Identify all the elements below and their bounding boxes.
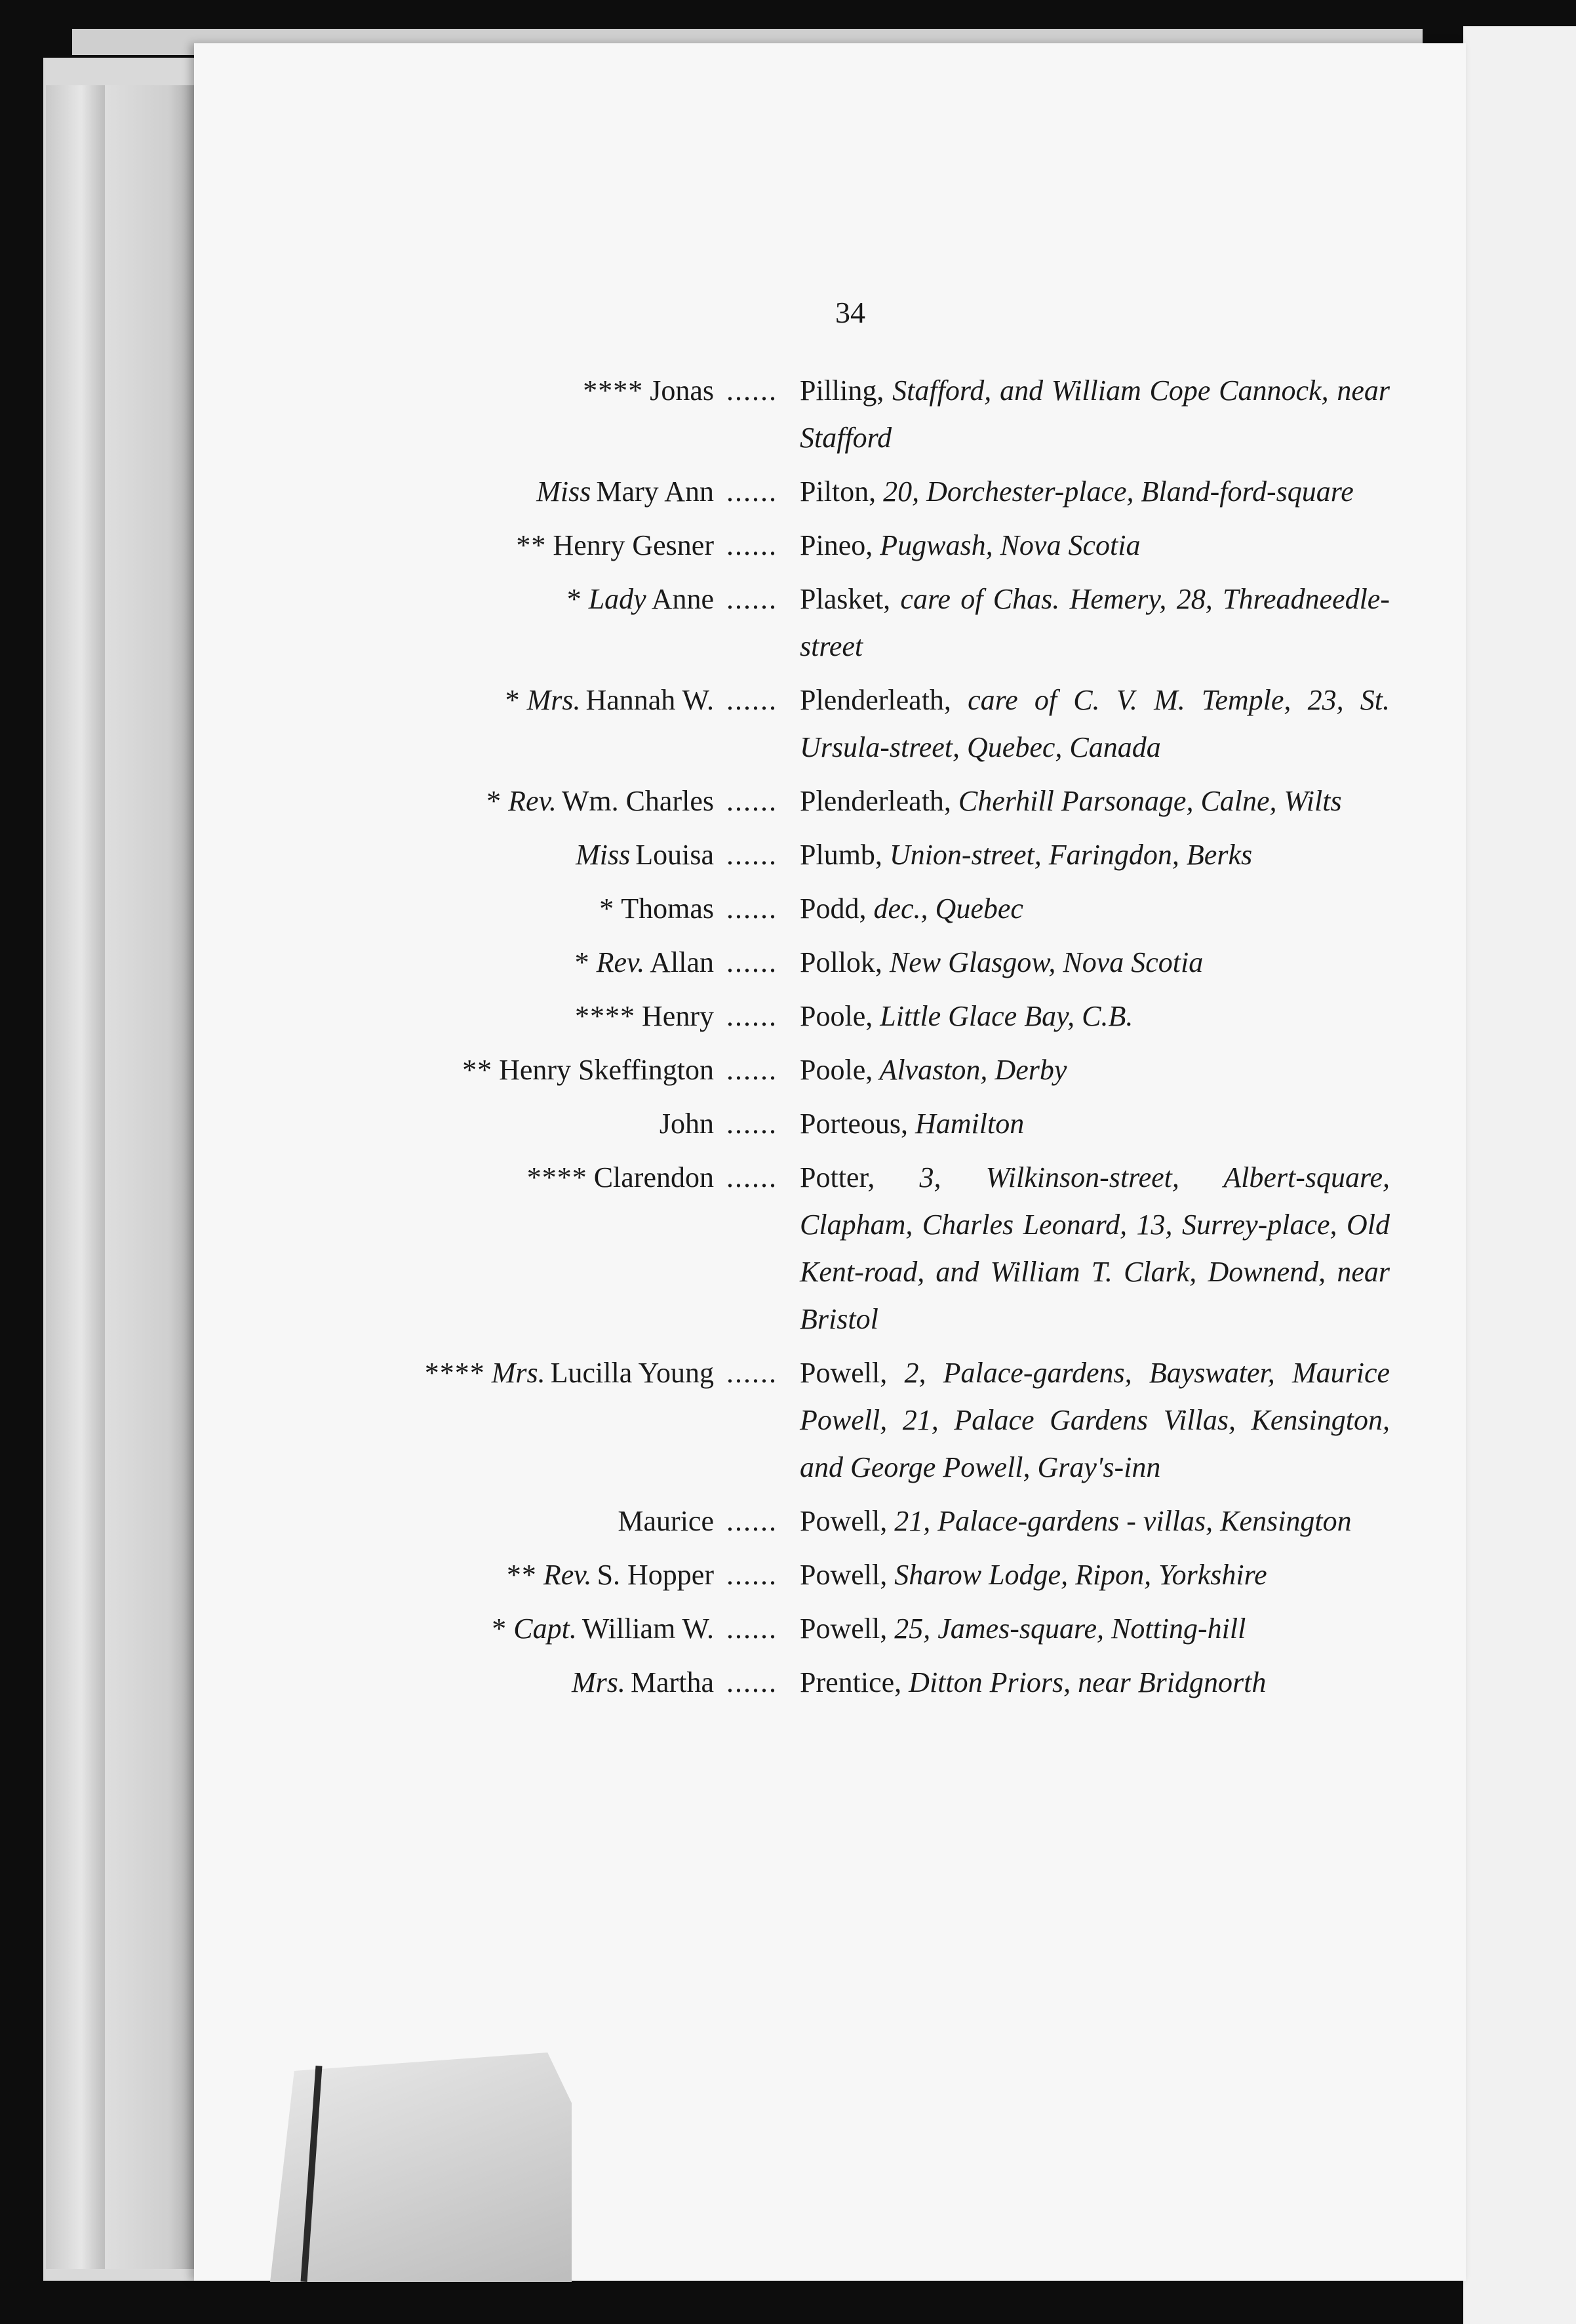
surname-and-address	[800, 885, 1390, 932]
list-item	[367, 576, 1390, 670]
given-name: Hannah W.	[585, 684, 714, 716]
surname-and-address	[800, 468, 1390, 515]
surname: Pilton,	[800, 475, 877, 508]
left-page-edge	[46, 85, 105, 2269]
address: 25, James-square, Notting-hill	[887, 1613, 1246, 1645]
list-item	[367, 1498, 1390, 1545]
honorific: Rev.	[543, 1559, 592, 1591]
facing-page-edge	[1463, 26, 1576, 2324]
surname: Plenderleath,	[800, 785, 951, 817]
surname-and-address	[800, 1552, 1390, 1599]
leader-dots: ......	[718, 529, 778, 561]
list-item	[367, 1047, 1390, 1094]
subscription-stars: **	[506, 1559, 537, 1591]
list-item	[367, 1350, 1390, 1491]
surname-and-address	[800, 1659, 1390, 1706]
given-name: Louisa	[635, 839, 714, 871]
address: Hamilton	[908, 1108, 1025, 1140]
surname-and-address	[800, 367, 1390, 462]
address: Alvaston, Derby	[873, 1054, 1067, 1086]
address: Cherhill Parsonage, Calne, Wilts	[951, 785, 1342, 817]
address: Stafford, and William Cope Cannock, near Stafford	[800, 374, 1390, 454]
leader-dots: ......	[718, 946, 778, 978]
surname-and-address	[800, 1498, 1390, 1545]
leader-dots: ......	[718, 684, 778, 716]
leader-dots: ......	[718, 785, 778, 817]
subscription-stars: *	[599, 892, 615, 925]
subscription-stars: *	[566, 583, 582, 615]
surname: Pilling,	[800, 374, 884, 407]
subscription-stars: *	[505, 684, 521, 716]
given-name-column	[367, 367, 800, 414]
given-name: Henry Skeffington	[499, 1054, 714, 1086]
subscription-stars: ****	[526, 1161, 587, 1193]
given-name: William W.	[581, 1613, 714, 1645]
leader-dots: ......	[718, 839, 778, 871]
address: 20, Dorchester-place, Bland-ford-square	[876, 475, 1354, 508]
leader-dots: ......	[718, 1559, 778, 1591]
given-name: Martha	[630, 1666, 714, 1698]
surname: Poole,	[800, 1000, 873, 1032]
list-item	[367, 778, 1390, 825]
honorific: Capt.	[513, 1613, 577, 1645]
given-name-column	[367, 885, 800, 932]
address: dec., Quebec	[866, 892, 1023, 925]
given-name: Henry Gesner	[553, 529, 714, 561]
surname: Powell,	[800, 1505, 888, 1537]
list-item	[367, 939, 1390, 986]
address: New Glasgow, Nova Scotia	[882, 946, 1204, 978]
given-name: Maurice	[618, 1505, 714, 1537]
list-item	[367, 831, 1390, 879]
surname: Pineo,	[800, 529, 873, 561]
surname-and-address	[800, 1100, 1390, 1148]
address: Union-street, Faringdon, Berks	[882, 839, 1253, 871]
list-item	[367, 468, 1390, 515]
leader-dots: ......	[718, 1505, 778, 1537]
surname: Plumb,	[800, 839, 882, 871]
given-name-column	[367, 993, 800, 1040]
given-name-column	[367, 831, 800, 879]
list-item	[367, 993, 1390, 1040]
address: Little Glace Bay, C.B.	[873, 1000, 1133, 1032]
given-name-column	[367, 1350, 800, 1397]
list-item	[367, 522, 1390, 569]
leader-dots: ......	[718, 1000, 778, 1032]
given-name: Jonas	[650, 374, 714, 407]
subscription-stars: ****	[575, 1000, 636, 1032]
list-item	[367, 1659, 1390, 1706]
surname: Porteous,	[800, 1108, 908, 1140]
surname: Plasket,	[800, 583, 891, 615]
surname: Potter,	[800, 1161, 875, 1193]
leader-dots: ......	[718, 1054, 778, 1086]
subscription-stars: *	[574, 946, 590, 978]
given-name: Clarendon	[593, 1161, 714, 1193]
given-name-column	[367, 1552, 800, 1599]
given-name-column	[367, 1659, 800, 1706]
honorific: Rev.	[508, 785, 557, 817]
leader-dots: ......	[718, 374, 778, 407]
leader-dots: ......	[718, 583, 778, 615]
leader-dots: ......	[718, 892, 778, 925]
address: Ditton Priors, near Bridgnorth	[901, 1666, 1267, 1698]
given-name: Allan	[650, 946, 714, 978]
subscription-stars: *	[486, 785, 502, 817]
list-item	[367, 1100, 1390, 1148]
surname-and-address	[800, 1605, 1390, 1653]
given-name-column	[367, 468, 800, 515]
given-name-column	[367, 677, 800, 724]
address: 2, Palace-gardens, Bayswater, Maurice Powell, 21, Palace Gardens Villas, Kensington, and George Powell, Gray's-inn	[800, 1357, 1390, 1483]
list-item	[367, 885, 1390, 932]
address: 3, Wilkinson-street, Albert-square, Clapham, Charles Leonard, 13, Surrey-place, Old Kent-road, and William T. Clark, Downend, near Bristol	[800, 1161, 1390, 1335]
given-name-column	[367, 1605, 800, 1653]
given-name-column	[367, 1047, 800, 1094]
subscription-stars: **	[516, 529, 547, 561]
surname-and-address	[800, 778, 1390, 825]
subscriber-list	[367, 367, 1390, 1713]
honorific: Rev.	[596, 946, 645, 978]
surname: Prentice,	[800, 1666, 902, 1698]
given-name-column	[367, 1498, 800, 1545]
address: Sharow Lodge, Ripon, Yorkshire	[887, 1559, 1267, 1591]
list-item	[367, 1552, 1390, 1599]
surname-and-address	[800, 1047, 1390, 1094]
surname: Powell,	[800, 1559, 888, 1591]
honorific: Mrs.	[526, 684, 581, 716]
surname-and-address	[800, 522, 1390, 569]
given-name-column	[367, 1100, 800, 1148]
subscription-stars: **	[462, 1054, 493, 1086]
given-name-column	[367, 778, 800, 825]
subscription-stars: ****	[583, 374, 644, 407]
given-name: John	[659, 1108, 714, 1140]
surname: Plenderleath,	[800, 684, 951, 716]
given-name: Anne	[651, 583, 714, 615]
honorific: Mrs.	[491, 1357, 545, 1389]
subscription-stars: *	[492, 1613, 507, 1645]
surname-and-address	[800, 576, 1390, 670]
given-name-column	[367, 939, 800, 986]
given-name: Lucilla Young	[550, 1357, 714, 1389]
leader-dots: ......	[718, 1666, 778, 1698]
surname: Powell,	[800, 1613, 888, 1645]
surname-and-address	[800, 1350, 1390, 1491]
given-name-column	[367, 522, 800, 569]
list-item	[367, 367, 1390, 462]
leader-dots: ......	[718, 475, 778, 508]
surname: Powell,	[800, 1357, 888, 1389]
address: care of Chas. Hemery, 28, Threadneedle-street	[800, 583, 1390, 662]
surname-and-address	[800, 677, 1390, 771]
leader-dots: ......	[718, 1161, 778, 1193]
given-name: S. Hopper	[597, 1559, 714, 1591]
address: care of C. V. M. Temple, 23, St. Ursula-street, Quebec, Canada	[800, 684, 1390, 763]
honorific: Miss	[536, 475, 591, 508]
left-page-edge-shadow	[105, 85, 197, 2269]
given-name: Mary Ann	[596, 475, 714, 508]
given-name: Henry	[642, 1000, 714, 1032]
given-name: Thomas	[621, 892, 714, 925]
given-name-column	[367, 576, 800, 623]
address: Pugwash, Nova Scotia	[873, 529, 1141, 561]
honorific: Mrs.	[572, 1666, 625, 1698]
surname: Pollok,	[800, 946, 882, 978]
list-item	[367, 1154, 1390, 1343]
honorific: Lady	[588, 583, 646, 615]
surname: Poole,	[800, 1054, 873, 1086]
leader-dots: ......	[718, 1357, 778, 1389]
surname-and-address	[800, 939, 1390, 986]
surname: Podd,	[800, 892, 867, 925]
given-name: Wm. Charles	[561, 785, 714, 817]
subscription-stars: ****	[424, 1357, 485, 1389]
list-item	[367, 677, 1390, 771]
honorific: Miss	[576, 839, 631, 871]
list-item	[367, 1605, 1390, 1653]
surname-and-address	[800, 831, 1390, 879]
page-number: 34	[835, 296, 865, 329]
surname-and-address	[800, 1154, 1390, 1343]
given-name-column	[367, 1154, 800, 1201]
address: 21, Palace-gardens - villas, Kensington	[887, 1505, 1352, 1537]
leader-dots: ......	[718, 1613, 778, 1645]
surname-and-address	[800, 993, 1390, 1040]
leader-dots: ......	[718, 1108, 778, 1140]
